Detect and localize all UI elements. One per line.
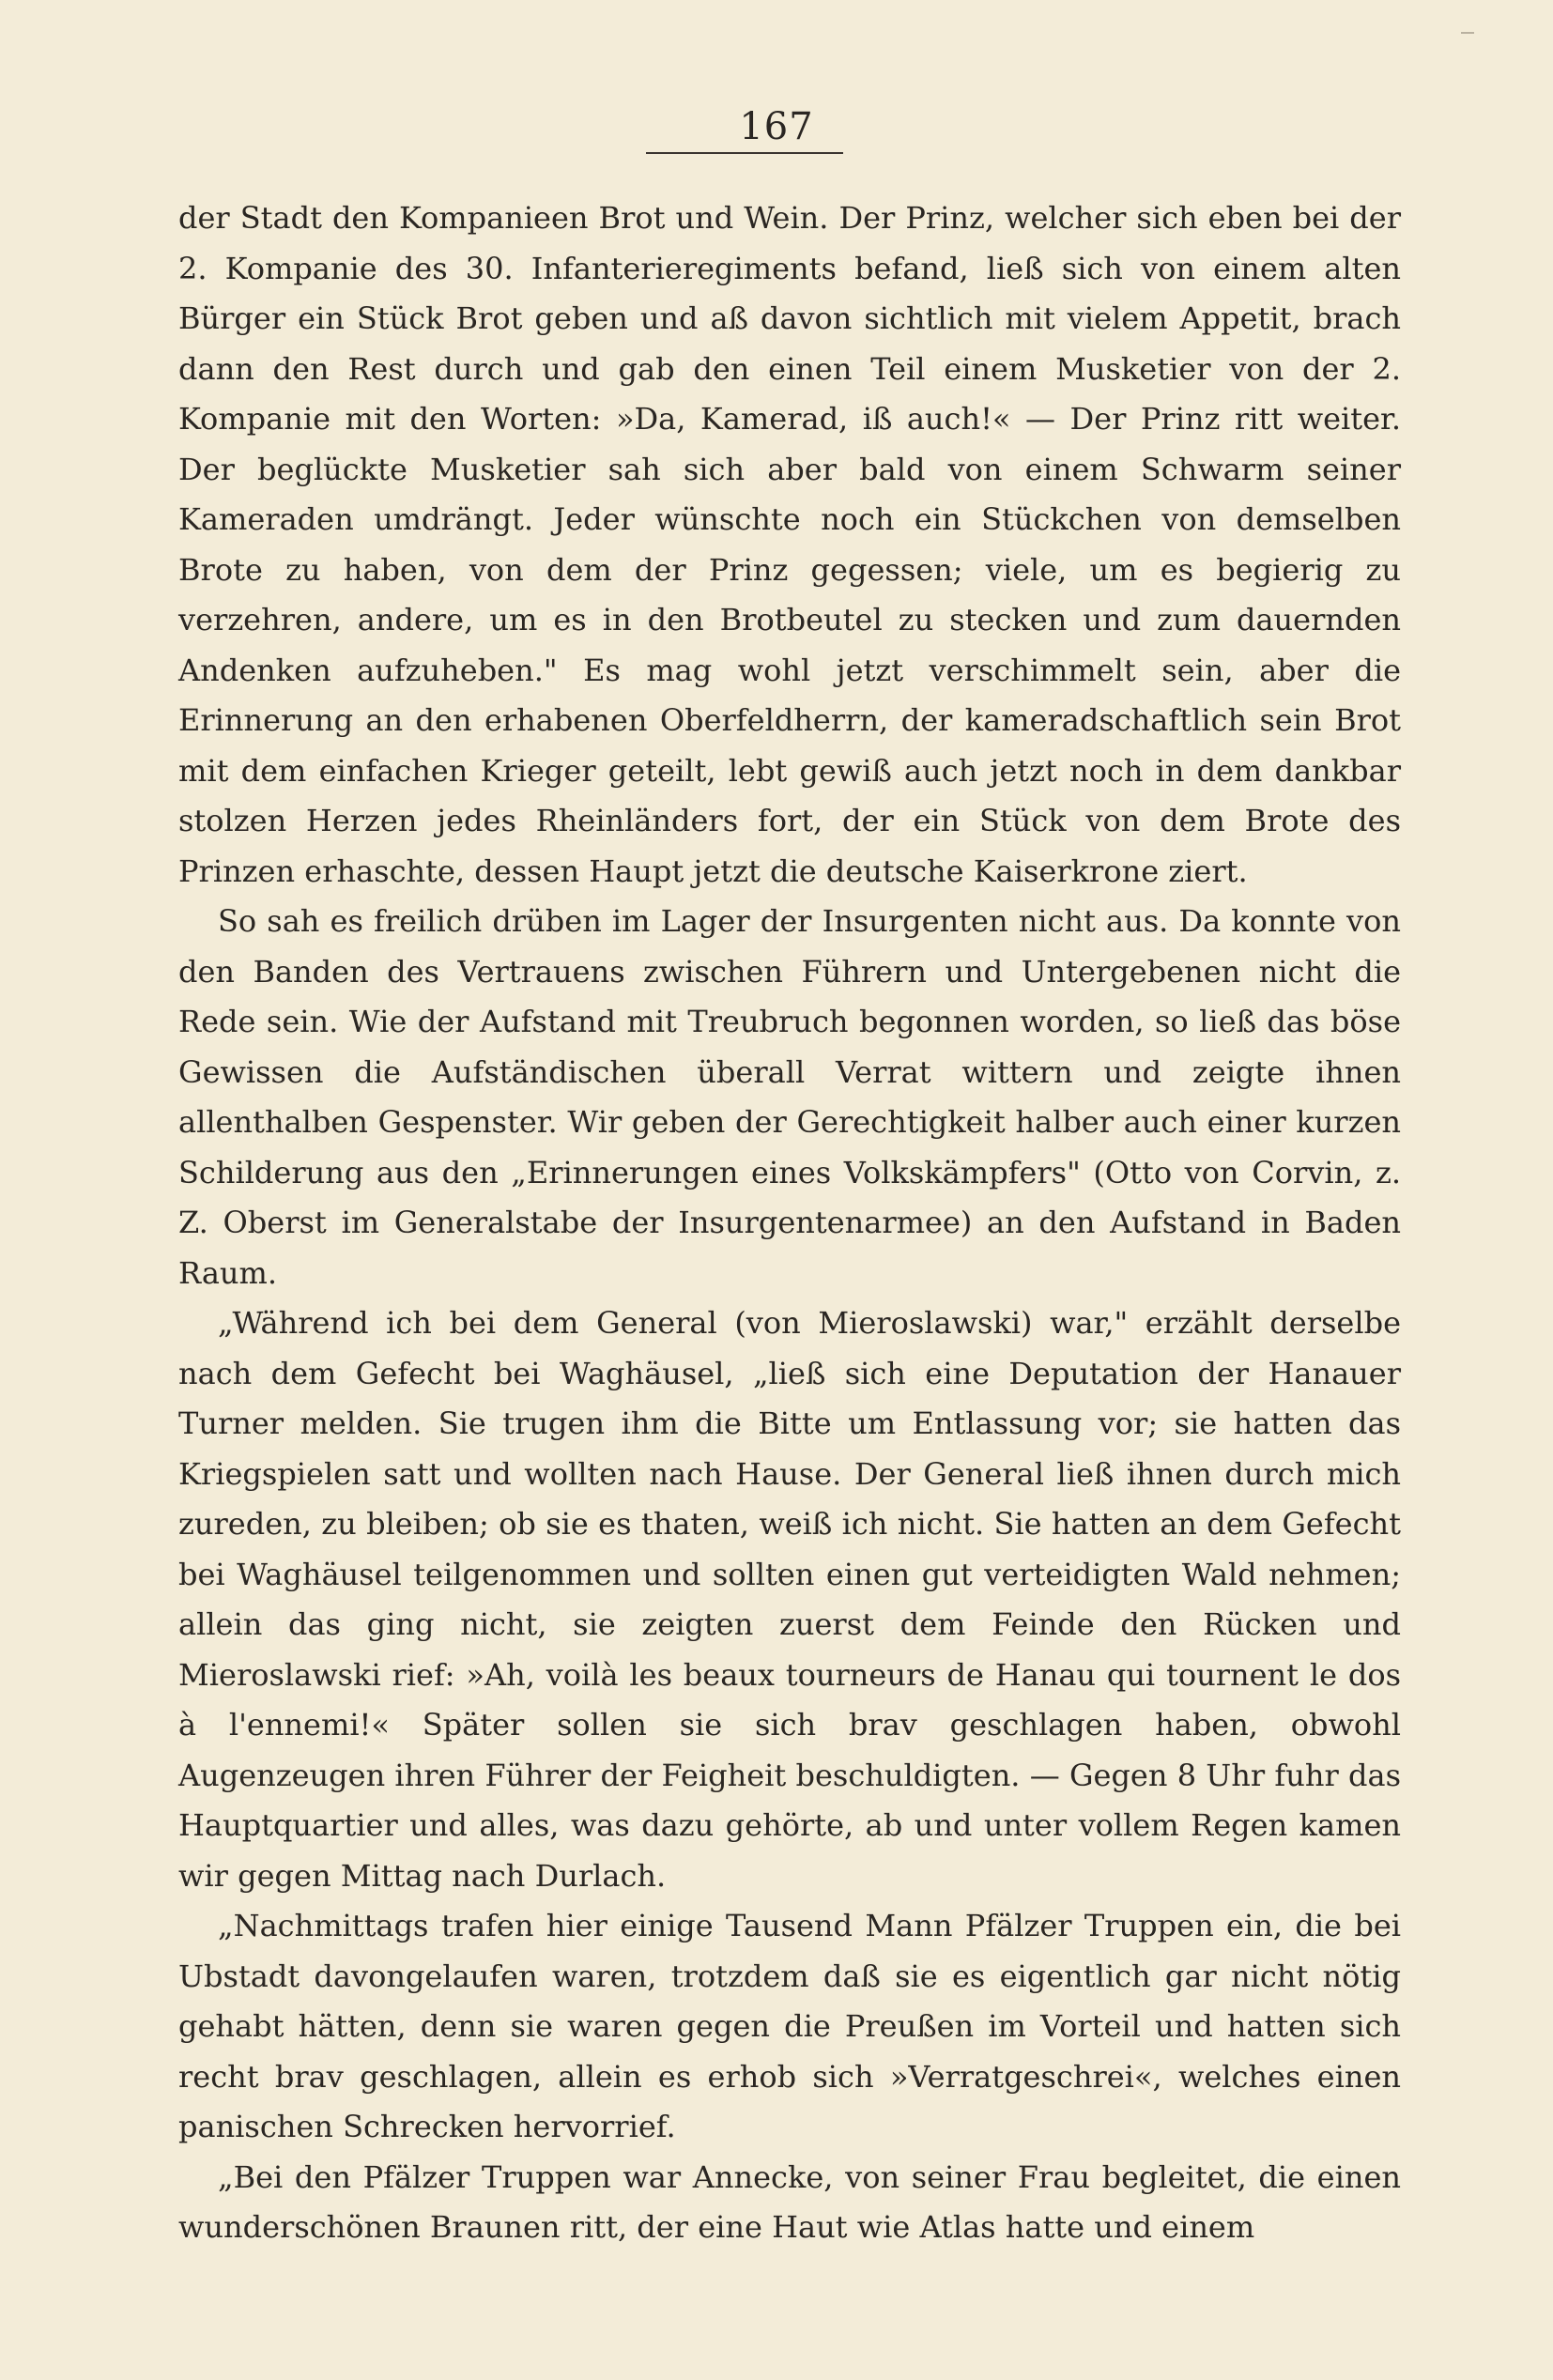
body-text bbox=[178, 193, 1401, 2253]
margin-mark bbox=[1461, 32, 1474, 34]
page-number: 167 bbox=[739, 105, 814, 148]
paragraph-pfaelzer-troops: „Nachmittags trafen hier einige Tausend Mann Pfälzer Truppen ein, die bei Ubstadt davongelaufen waren, trotzdem daß sie es eigentlich gar nicht nötig gehabt hätten, denn sie waren gegen die Preußen im Vorteil und hatten sich recht brav geschlagen, allein es erhob sich »Verratgeschrei«, welches einen panischen Schrecken hervorrief. bbox=[178, 1908, 1401, 2144]
paragraph-annecke: „Bei den Pfälzer Truppen war Annecke, von seiner Frau begleitet, die einen wunderschönen Braunen ritt, der eine Haut wie Atlas hatte und einem bbox=[178, 2158, 1401, 2245]
paragraph-hanau-turner: „Während ich bei dem General (von Mieroslawski) war," erzählt derselbe nach dem Gefecht bei Waghäusel, „ließ sich eine Deputation der Hanauer Turner melden. Sie trugen ihm die Bitte um Entlassung vor; sie hatten das Kriegspielen satt und wollten nach Hause. Der General ließ ihnen durch mich zureden, zu bleiben; ob sie es thaten, weiß ich nicht. Sie hatten an dem Gefecht bei Waghäusel teilgenommen und sollten einen gut verteidigten Wald nehmen; allein das ging nicht, sie zeigten zuerst dem Feinde den Rücken und Mieroslawski rief: »Ah, voilà les beaux tourneurs de Hanau qui tournent le dos à l'ennemi!« Später sollen sie sich brav geschlagen haben, obwohl Augenzeugen ihren Führer der Feigheit beschuldigten. — Gegen 8 Uhr fuhr das Hauptquartier und alles, was dazu gehörte, ab und unter vollem Regen kamen wir gegen Mittag nach Durlach. bbox=[178, 1305, 1401, 1894]
page-number-rule bbox=[646, 152, 843, 154]
paragraph-continued: der Stadt den Kompanieen Brot und Wein. Der Prinz, welcher sich eben bei der 2. Kompanie des 30. Infanterieregiments befand, ließ sich von einem alten Bürger ein Stück Brot geben und aß davon sichtlich mit vielem Appetit, brach dann den Rest durch und gab den einen Teil einem Musketier von der 2. Kompanie mit den Worten: »Da, Kamerad, iß auch!« — Der Prinz ritt weiter. Der beglückte Musketier sah sich aber bald von einem Schwarm seiner Kameraden umdrängt. Jeder wünschte noch ein Stückchen von demselben Brote zu haben, von dem der Prinz gegessen; viele, um es begierig zu verzehren, andere, um es in den Brotbeutel zu stecken und zum dauernden Andenken aufzuheben." Es mag wohl jetzt verschimmelt sein, aber die Erinnerung an den erhabenen Oberfeldherrn, der kameradschaftlich sein Brot mit dem einfachen Krieger geteilt, lebt gewiß auch jetzt noch in dem dankbar stolzen Herzen jedes Rheinländers fort, der ein Stück von dem Brote des Prinzen erhaschte, dessen Haupt jetzt die deutsche Kaiserkrone ziert. bbox=[178, 200, 1401, 889]
paragraph-insurgent-camp: So sah es freilich drüben im Lager der Insurgenten nicht aus. Da konnte von den Banden des Vertrauens zwischen Führern und Untergebenen nicht die Rede sein. Wie der Aufstand mit Treubruch begonnen worden, so ließ das böse Gewissen die Aufständischen überall Verrat wittern und zeigte ihnen allenthalben Gespenster. Wir geben der Gerechtigkeit halber auch einer kurzen Schilderung aus den „Erinnerungen eines Volkskämpfers" (Otto von Corvin, z. Z. Oberst im Generalstabe der Insurgentenarmee) an den Aufstand in Baden Raum. bbox=[178, 903, 1401, 1291]
